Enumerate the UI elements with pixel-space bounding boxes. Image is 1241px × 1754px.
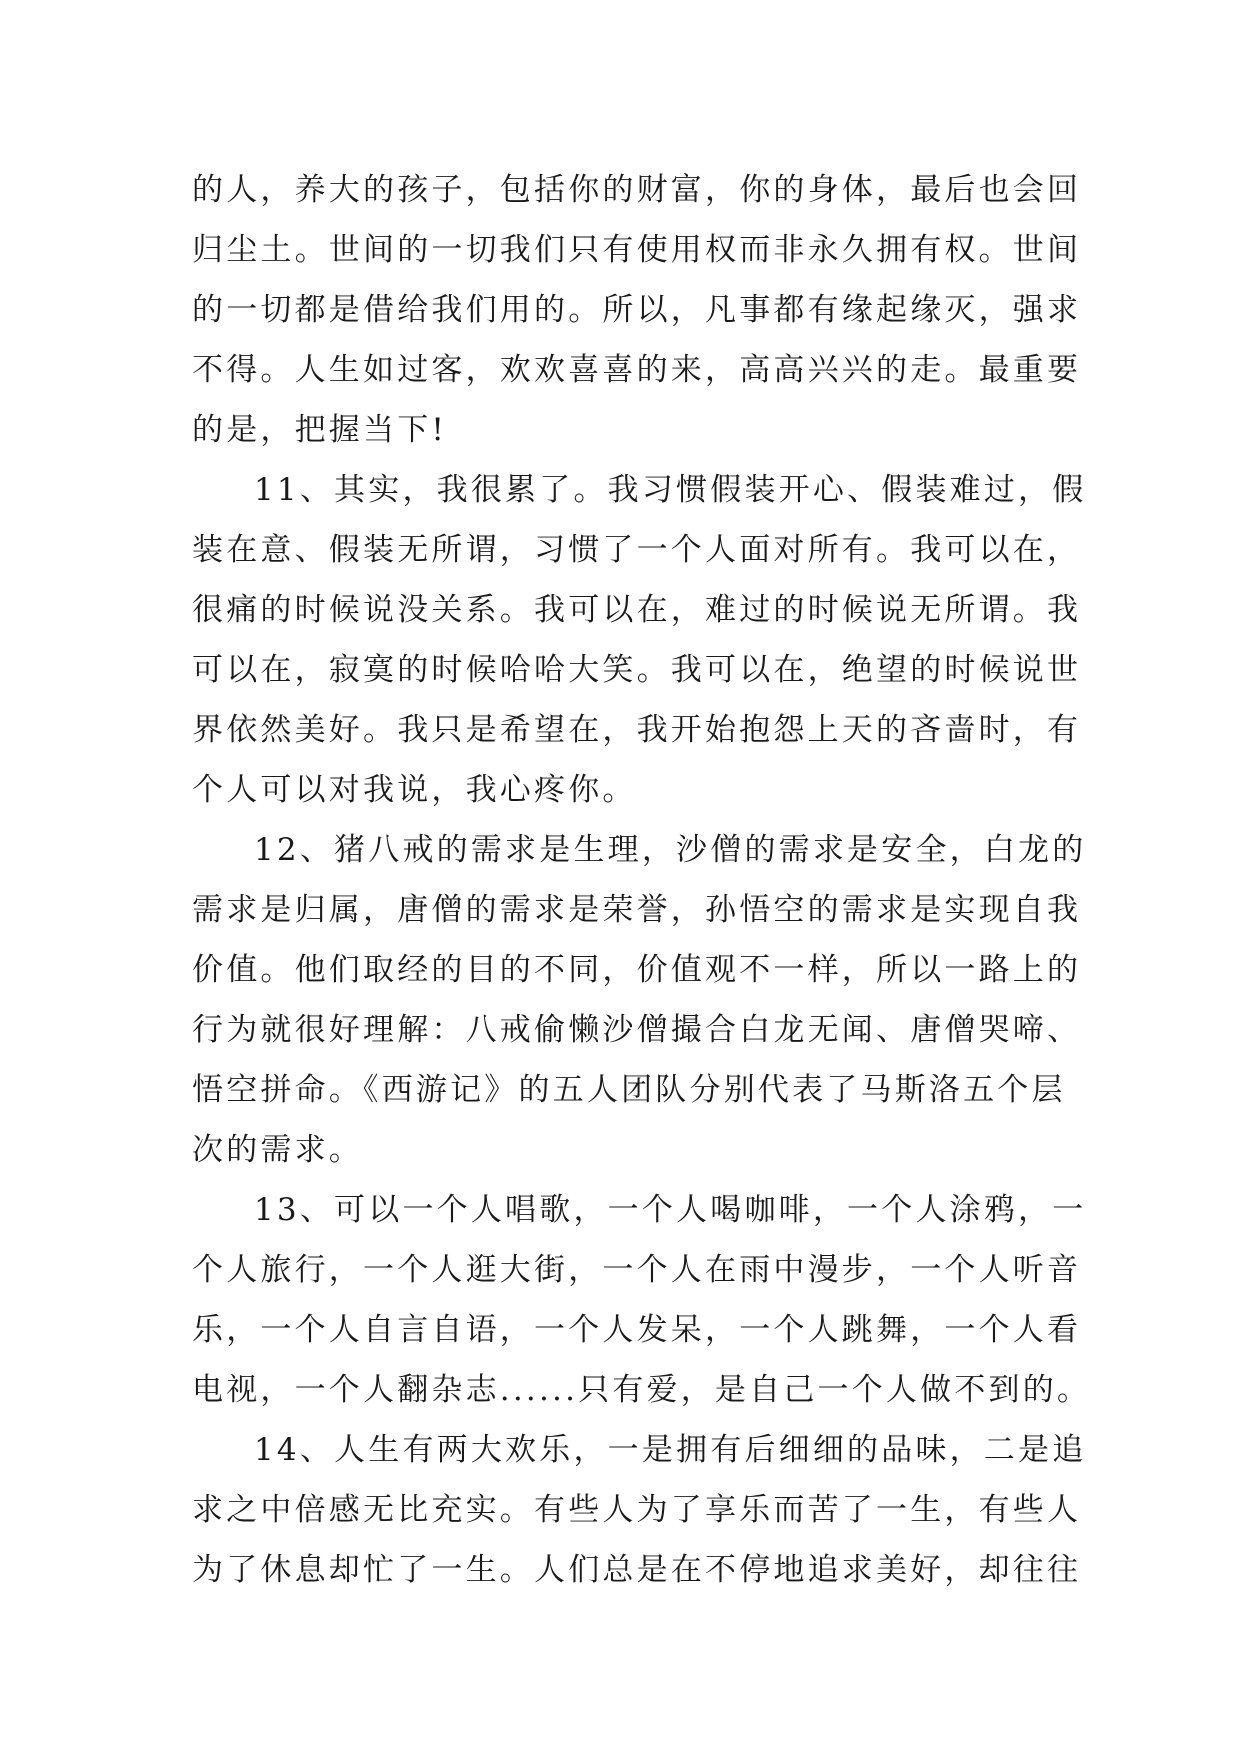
text-line: 次的需求。 <box>192 1132 363 1168</box>
text-line: 装在意、假装无所谓，习惯了一个人面对所有。我可以在， <box>192 532 1082 568</box>
text-line: 归尘土。世间的一切我们只有使用权而非永久拥有权。世间 <box>192 232 1082 268</box>
text-line: 个人可以对我说，我心疼你。 <box>192 772 637 808</box>
paragraph-start-line: 14、人生有两大欢乐，一是拥有后细细的品味，二是追 <box>254 1432 1087 1468</box>
text-line: 界依然美好。我只是希望在，我开始抱怨上天的吝啬时，有 <box>192 712 1082 748</box>
text-line: 乐，一个人自言自语，一个人发呆，一个人跳舞，一个人看 <box>192 1312 1082 1348</box>
paragraph-start-line: 13、可以一个人唱歌，一个人喝咖啡，一个人涂鸦，一 <box>254 1192 1087 1228</box>
text-line: 价值。他们取经的目的不同，价值观不一样，所以一路上的 <box>192 952 1082 988</box>
text-line: 不得。人生如过客，欢欢喜喜的来，高高兴兴的走。最重要 <box>192 352 1082 388</box>
text-line: 行为就很好理解：八戒偷懒沙僧撮合白龙无闻、唐僧哭啼、 <box>192 1012 1082 1048</box>
paragraph-start-line: 12、猪八戒的需求是生理，沙僧的需求是安全，白龙的 <box>254 832 1087 868</box>
paragraph-start-line: 11、其实，我很累了。我习惯假装开心、假装难过，假 <box>254 472 1087 508</box>
text-line: 可以在，寂寞的时候哈哈大笑。我可以在，绝望的时候说世 <box>192 652 1082 688</box>
text-line: 电视，一个人翻杂志......只有爱，是自己一个人做不到的。 <box>192 1372 1092 1408</box>
text-line: 悟空拼命。《西游记》的五人团队分别代表了马斯洛五个层 <box>192 1072 1066 1108</box>
document-body <box>192 160 1092 1600</box>
text-line: 求之中倍感无比充实。有些人为了享乐而苦了一生，有些人 <box>192 1492 1082 1528</box>
text-line: 很痛的时候说没关系。我可以在，难过的时候说无所谓。我 <box>192 592 1082 628</box>
text-line: 的一切都是借给我们用的。所以，凡事都有缘起缘灭，强求 <box>192 292 1082 328</box>
text-line: 的是，把握当下! <box>192 412 448 448</box>
text-line: 的人，养大的孩子，包括你的财富，你的身体，最后也会回 <box>192 172 1082 208</box>
text-line: 为了休息却忙了一生。人们总是在不停地追求美好，却往往 <box>192 1552 1082 1588</box>
text-line: 个人旅行，一个人逛大街，一个人在雨中漫步，一个人听音 <box>192 1252 1082 1288</box>
text-line: 需求是归属，唐僧的需求是荣誉，孙悟空的需求是实现自我 <box>192 892 1082 928</box>
